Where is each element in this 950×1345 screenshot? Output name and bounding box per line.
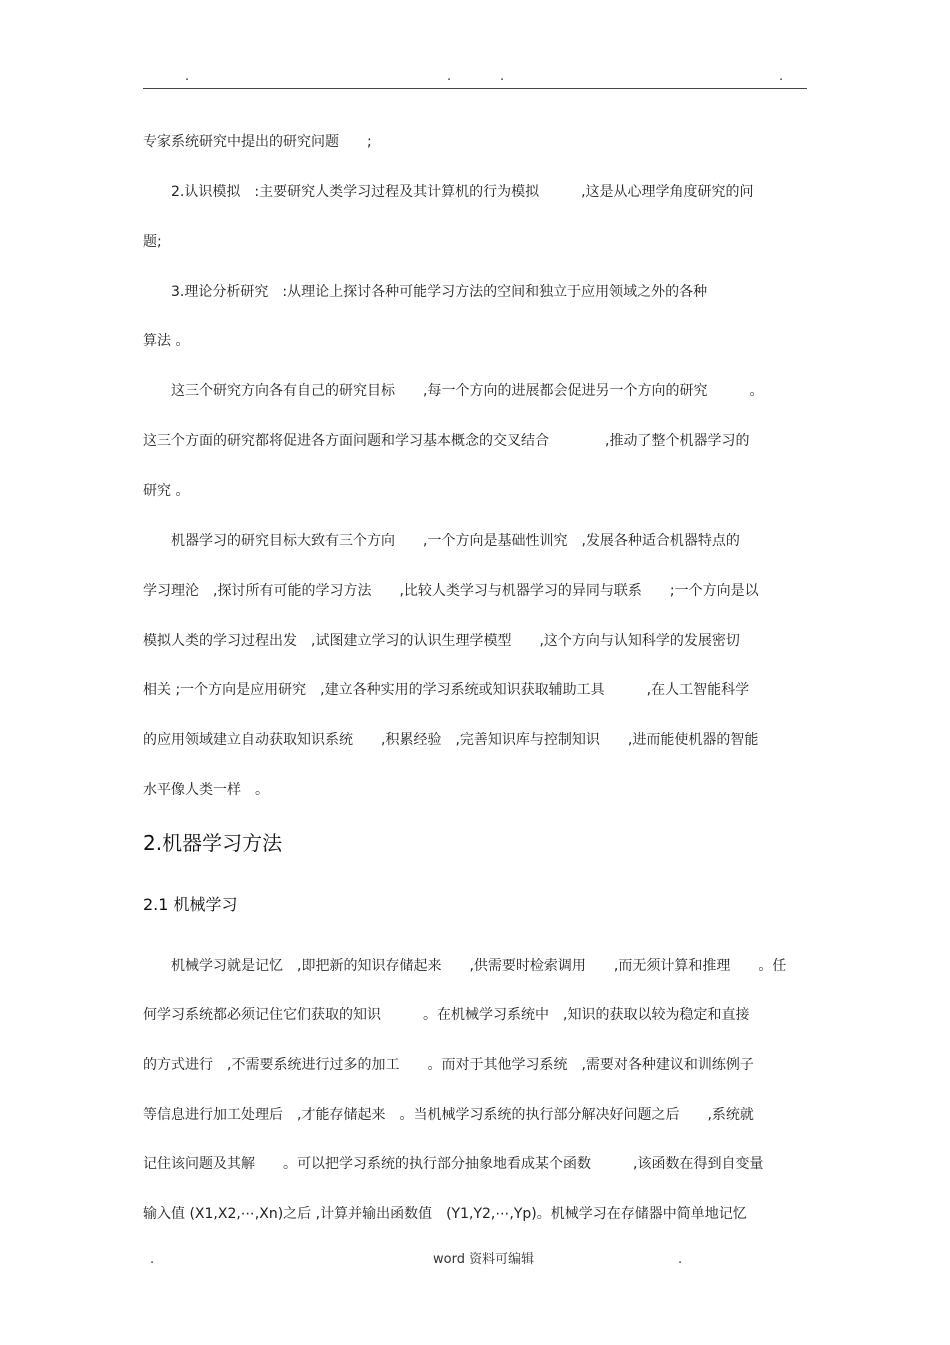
body-line: 学习理沦 ,探讨所有可能的学习方法 ,比较人类学习与机器学习的异同与联系 ;一个方向是以	[143, 583, 759, 599]
body-line: 输入值 (X1,X2,⋯,Xn)之后 ,计算并输出函数值 (Y1,Y2,⋯,Yp)。机械学习在存储器中简单地记忆	[143, 1206, 747, 1222]
footer-text: word 资料可编辑	[433, 1252, 535, 1267]
body-line: 算法 。	[143, 333, 190, 349]
body-line: 机械学习就是记忆 ,即把新的知识存储起来 ,供需要时检索调用 ,而无须计算和推理 。任	[143, 958, 787, 974]
body-line: 机器学习的研究目标大致有三个方向 ,一个方向是基础性训究 ,发展各种适合机器特点的	[143, 533, 740, 549]
header-dot: .	[500, 69, 505, 84]
page-header-dots	[0, 70, 950, 84]
header-rule	[143, 88, 807, 89]
body-line: 2.认识模拟 :主要研究人类学习过程及其计算机的行为模拟 ,这是从心理学角度研究的问	[143, 184, 754, 200]
header-dot: .	[779, 69, 784, 84]
body-line: 相关 ;一个方向是应用研究 ,建立各种实用的学习系统或知识获取辅助工具 ,在人工智能科学	[143, 682, 750, 698]
header-dot: .	[185, 69, 190, 84]
footer-dot-left: .	[150, 1252, 155, 1267]
body-line: 模拟人类的学习过程出发 ,试图建立学习的认识生理学模型 ,这个方向与认知科学的发展密切	[143, 633, 740, 649]
header-dot: .	[447, 69, 452, 84]
subsection-heading: 2.1 机械学习	[143, 895, 238, 914]
body-line: 等信息进行加工处理后 ,才能存储起来 。当机械学习系统的执行部分解决好问题之后 ,系统就	[143, 1107, 754, 1123]
body-line: 专家系统研究中提出的研究问题 ;	[143, 134, 372, 150]
body-line: 的方式进行 ,不需要系统进行过多的加工 。而对于其他学习系统 ,需要对各种建议和训练例子	[143, 1057, 754, 1073]
section-heading: 2.机器学习方法	[143, 831, 283, 855]
page-footer	[0, 1250, 950, 1270]
body-line: 这三个研究方向各有自己的研究目标 ,每一个方向的进展都会促进另一个方向的研究 。	[143, 383, 764, 399]
body-line: 记住该问题及其解 。可以把学习系统的执行部分抽象地看成某个函数 ,该函数在得到自变量	[143, 1156, 764, 1172]
body-line: 研究 。	[143, 483, 190, 499]
body-line: 何学习系统都必须记住它们获取的知识 。在机械学习系统中 ,知识的获取以较为稳定和直接	[143, 1007, 750, 1023]
body-line: 3.理论分析研究 :从理论上探讨各种可能学习方法的空间和独立于应用领域之外的各种	[143, 284, 708, 300]
footer-dot-right: .	[678, 1252, 683, 1267]
body-line: 的应用领域建立自动获取知识系统 ,积累经验 ,完善知识库与控制知识 ,进而能使机器的智能	[143, 732, 759, 748]
body-line: 水平像人类一样 。	[143, 782, 269, 798]
body-line: 这三个方面的研究都将促进各方面问题和学习基本概念的交叉结合 ,推动了整个机器学习的	[143, 433, 750, 449]
body-line: 题;	[143, 234, 162, 250]
